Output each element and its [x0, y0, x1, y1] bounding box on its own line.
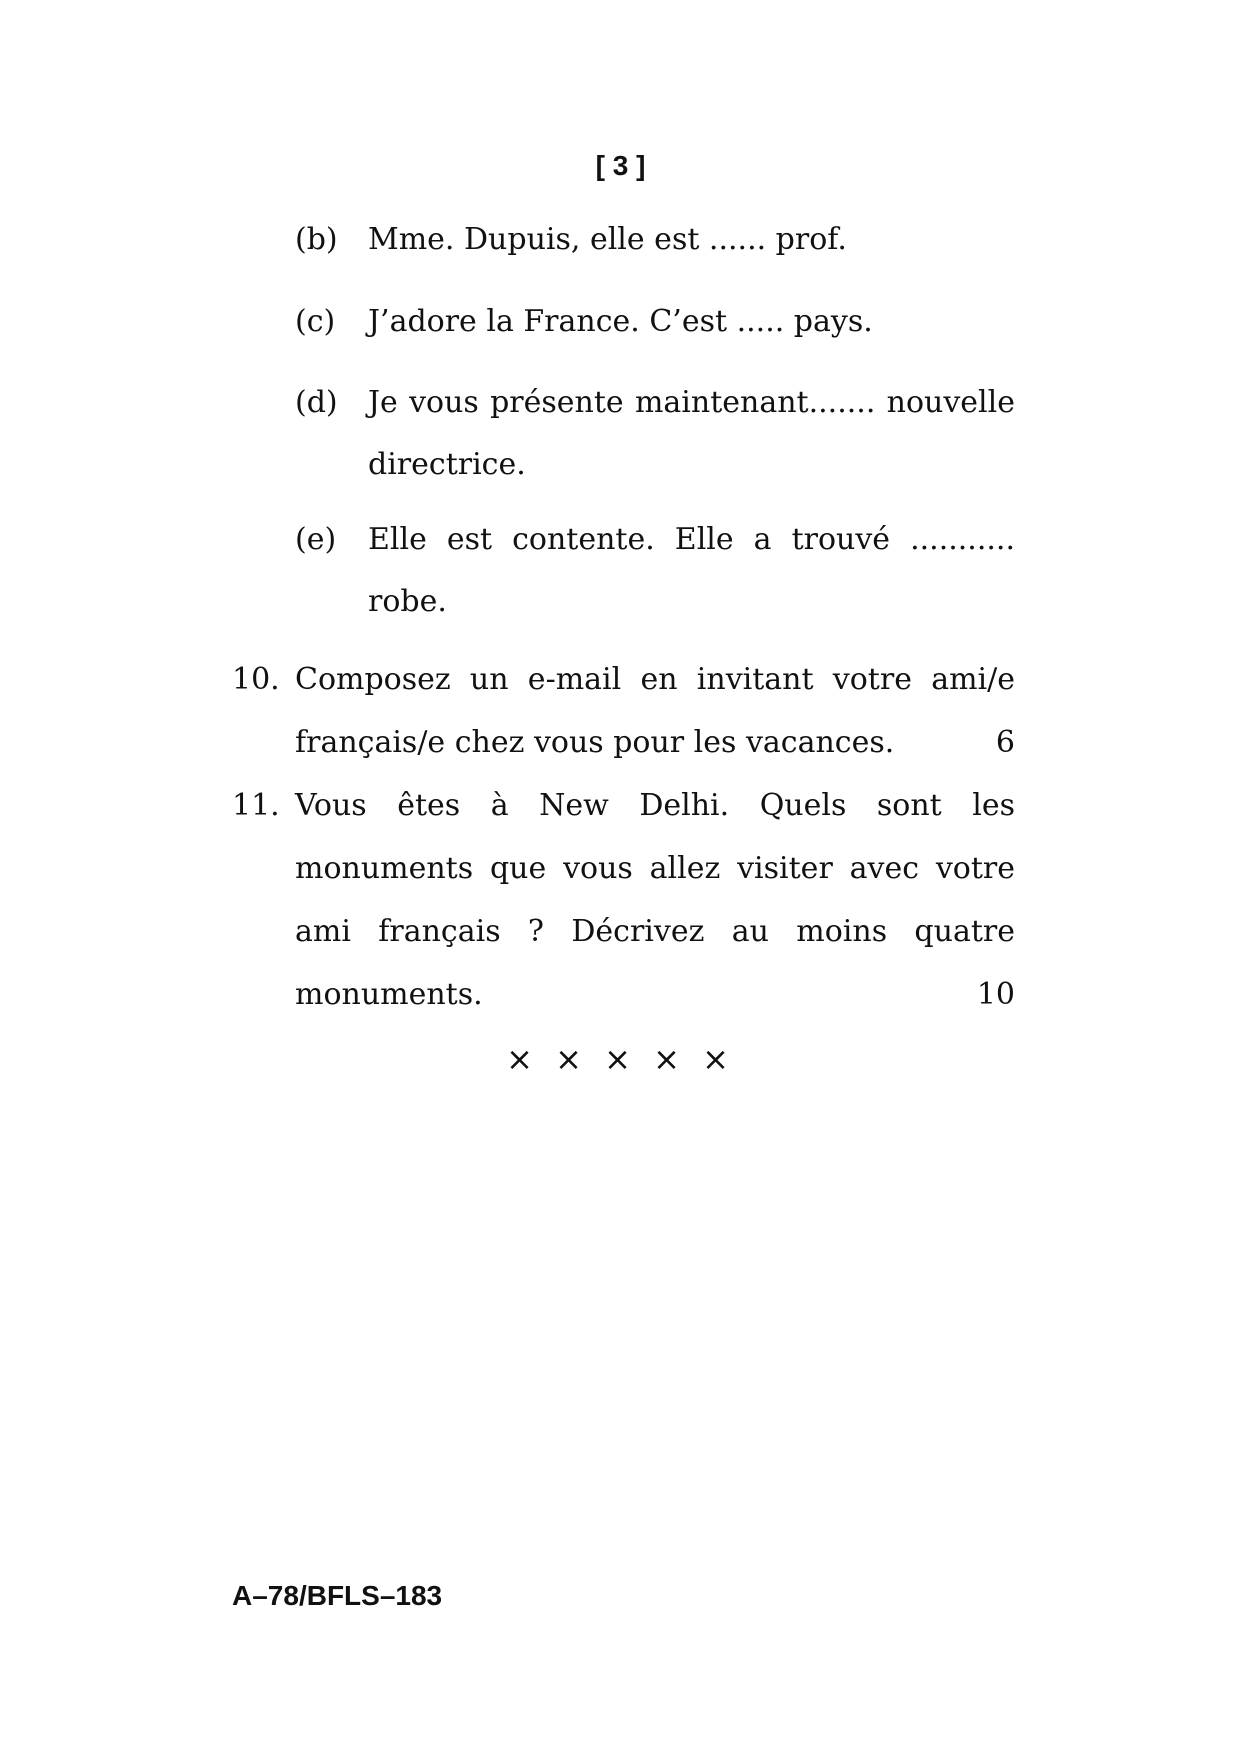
question-body: Vous êtes à New Delhi. Quels sont les monuments que vous allez visiter avec votre ami français ? Décrivez au moins quatre monuments.	[295, 788, 1015, 1012]
sub-question-text: Elle est contente. Elle a trouvé ........... robe.	[368, 522, 1015, 619]
page-number: [ 3 ]	[595, 150, 646, 181]
question-marks: 6	[995, 725, 1015, 760]
question-10	[232, 648, 1015, 774]
paper-code: A–78/BFLS–183	[232, 1580, 443, 1611]
sub-question-b	[295, 209, 1015, 271]
sub-question-label: (b)	[295, 222, 338, 257]
sub-question-text: J’adore la France. C’est ..... pays.	[368, 304, 873, 339]
sub-question-text: Mme. Dupuis, elle est ...... prof.	[368, 222, 847, 257]
question-text	[295, 774, 1015, 1026]
sub-question-d	[295, 372, 1015, 496]
question-marks: 10	[976, 977, 1015, 1012]
sub-question-label: (d)	[295, 385, 338, 420]
question-11	[232, 774, 1015, 1026]
sub-question-label: (e)	[295, 522, 337, 557]
sub-question-text: Je vous présente maintenant....... nouvelle directrice.	[368, 385, 1015, 482]
sub-question-c	[295, 291, 1015, 353]
question-text	[295, 648, 1015, 774]
end-of-paper-mark: × × × × ×	[506, 1040, 735, 1078]
sub-question-e	[295, 509, 1015, 633]
question-number: 10.	[232, 662, 280, 697]
question-body: Composez un e-mail en invitant votre ami/e français/e chez vous pour les vacances.	[295, 662, 1015, 760]
question-number: 11.	[232, 788, 280, 823]
sub-question-label: (c)	[295, 304, 336, 339]
